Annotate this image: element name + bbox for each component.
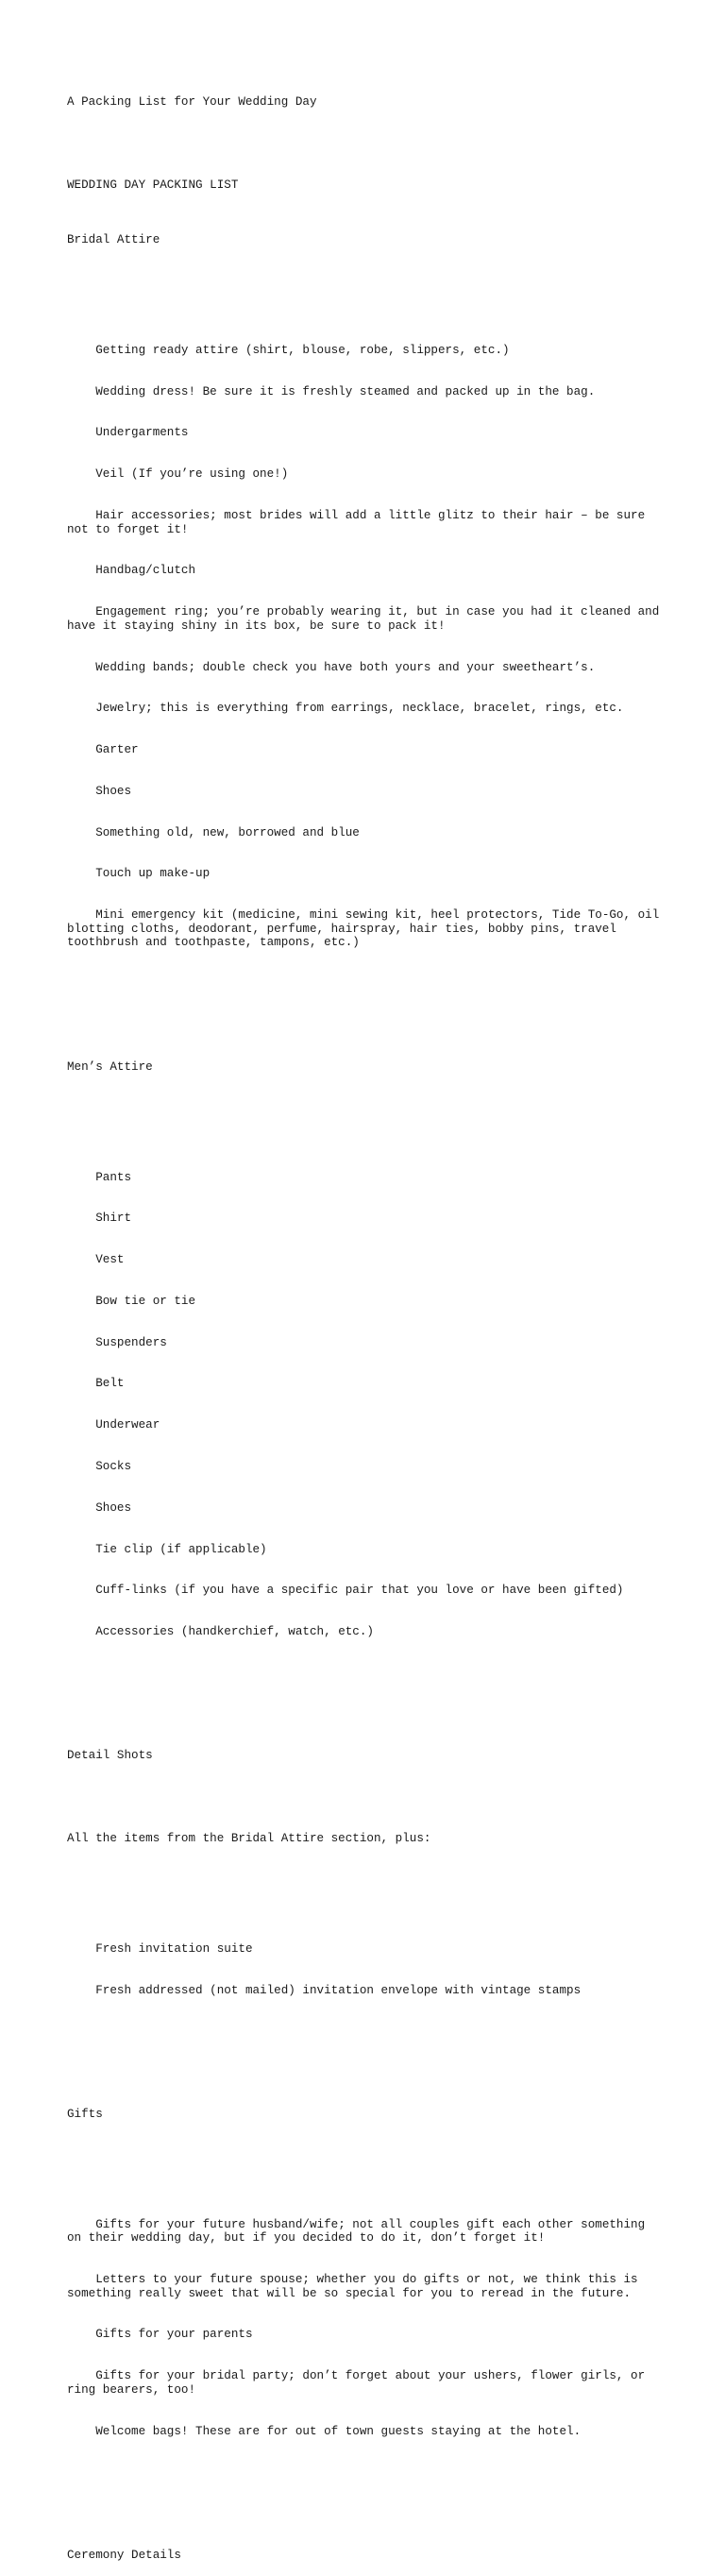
spacer	[67, 2053, 671, 2067]
section-heading-ceremony-details: Ceremony Details	[67, 2548, 181, 2562]
list-item: Welcome bags! These are for out of town guests staying at the hotel.	[67, 2424, 582, 2438]
document-title: A Packing List for Your Wedding Day	[67, 95, 317, 110]
section-heading-bridal-attire: Bridal Attire	[67, 233, 160, 247]
list-item: Tie clip (if applicable)	[67, 1542, 267, 1556]
detail-shots-list	[67, 1915, 671, 2025]
list-item: Getting ready attire (shirt, blouse, robe, slippers, etc.)	[67, 343, 510, 357]
gifts-list	[67, 2190, 671, 2466]
list-item: Engagement ring; you’re probably wearing it, but in case you had it cleaned and have it staying shiny in its box, be sure to pack it!	[67, 605, 660, 633]
list-item: Wedding bands; double check you have both yours and your sweetheart’s.	[67, 660, 596, 674]
list-item: Veil (If you’re using one!)	[67, 467, 289, 482]
list-item: Gifts for your parents	[67, 2328, 253, 2342]
list-item: Fresh invitation suite	[67, 1941, 253, 1956]
list-item: Shirt	[67, 1212, 132, 1226]
list-item: Cuff-links (if you have a specific pair that you love or have been gifted)	[67, 1584, 624, 1598]
list-item: Bow tie or tie	[67, 1294, 196, 1308]
list-item: Socks	[67, 1459, 132, 1473]
mens-attire-list	[67, 1143, 671, 1667]
spacer	[67, 1873, 671, 1888]
spacer	[67, 137, 671, 151]
spacer	[67, 2494, 671, 2508]
spacer	[67, 1694, 671, 1708]
list-item: Shoes	[67, 1500, 132, 1515]
list-item: Gifts for your future husband/wife; not all couples gift each other something on their wedding day, but if you decided to do it, don’t forget it!	[67, 2217, 646, 2246]
list-item: Belt	[67, 1377, 125, 1391]
section-heading-mens-attire: Men’s Attire	[67, 1059, 153, 1074]
detail-shots-intro: All the items from the Bridal Attire section, plus:	[67, 1832, 431, 1845]
list-item: Accessories (handkerchief, watch, etc.)	[67, 1625, 374, 1639]
document-page	[67, 68, 671, 2576]
list-item: Letters to your future spouse; whether you do gifts or not, we think this is something really sweet that will be so special for you to reread in the future.	[67, 2273, 638, 2300]
list-item: Touch up make-up	[67, 867, 211, 881]
list-item: Undergarments	[67, 426, 189, 440]
spacer	[67, 1790, 671, 1805]
list-item: Mini emergency kit (medicine, mini sewing kit, heel protectors, Tide To-Go, oil blotting cloths, deodorant, perfume, hairspray, hair ties, bobby pins, travel toothbrush and toothpaste, tampons, etc.)	[67, 908, 660, 950]
list-item: Handbag/clutch	[67, 564, 196, 578]
list-item: Wedding dress! Be sure it is freshly steamed and packed up in the bag.	[67, 384, 596, 398]
list-item: Vest	[67, 1253, 125, 1267]
list-item: Jewelry; this is everything from earrings, necklace, bracelet, rings, etc.	[67, 702, 624, 716]
list-item: Hair accessories; most brides will add a little glitz to their hair – be sure not to forget it!	[67, 509, 646, 536]
list-item: Suspenders	[67, 1335, 167, 1349]
spacer	[67, 1005, 671, 1019]
section-heading-gifts: Gifts	[67, 2107, 103, 2121]
spacer	[67, 1102, 671, 1116]
bridal-attire-list	[67, 316, 671, 978]
spacer	[67, 275, 671, 289]
list-item: Pants	[67, 1170, 132, 1184]
list-item: Shoes	[67, 784, 132, 798]
list-item: Underwear	[67, 1418, 160, 1432]
list-item: Fresh addressed (not mailed) invitation envelope with vintage stamps	[67, 1983, 582, 1997]
list-item: Something old, new, borrowed and blue	[67, 825, 360, 839]
section-heading-detail-shots: Detail Shots	[67, 1749, 153, 1763]
list-item: Gifts for your bridal party; don’t forget about your ushers, flower girls, or ring bearers, too!	[67, 2369, 646, 2397]
spacer	[67, 2149, 671, 2163]
list-item: Garter	[67, 743, 139, 757]
list-heading: WEDDING DAY PACKING LIST	[67, 178, 239, 192]
